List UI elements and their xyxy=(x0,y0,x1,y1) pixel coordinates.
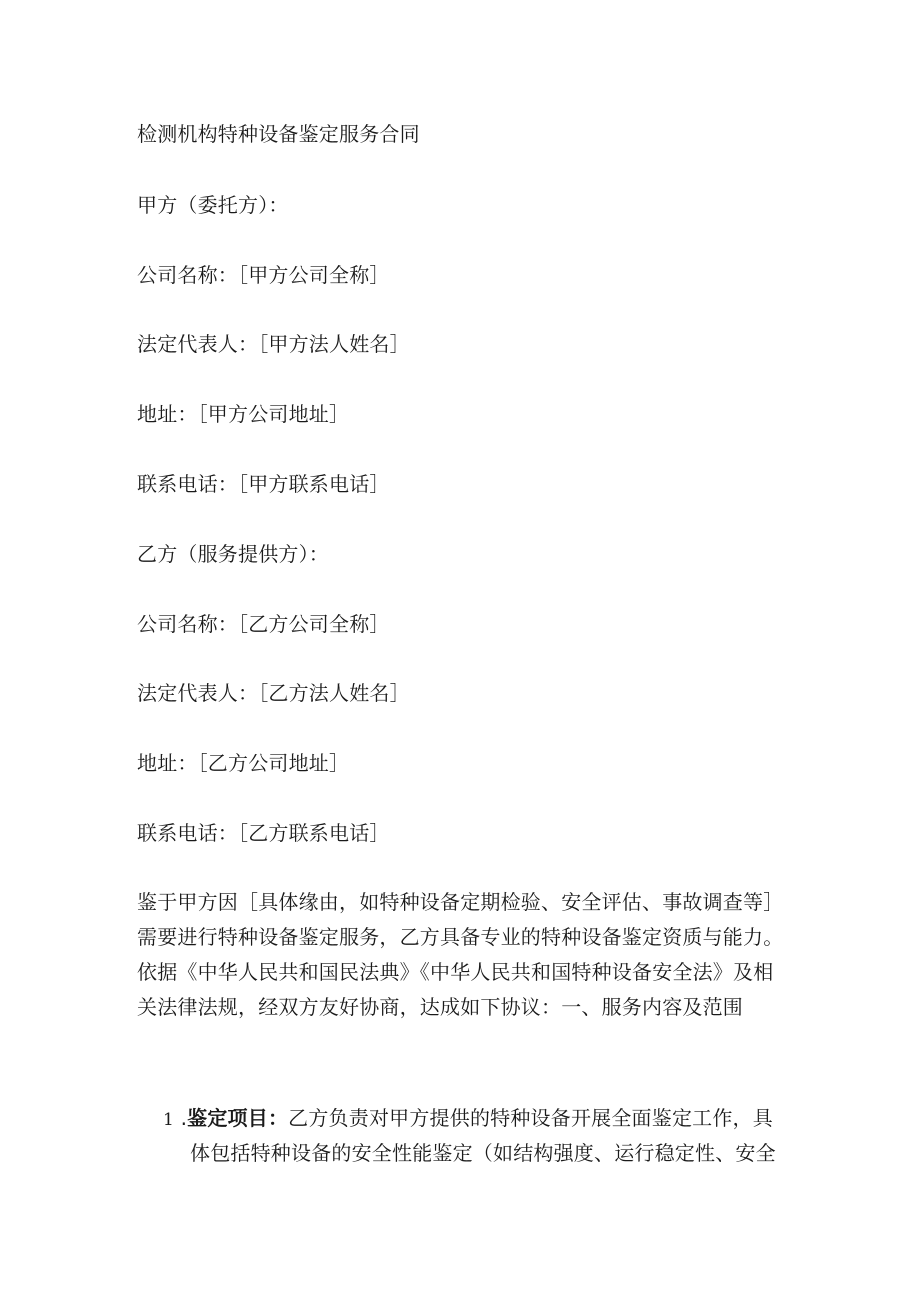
list-item-1 xyxy=(163,1102,793,1170)
party-a-address: 地址：［甲方公司地址］ xyxy=(137,402,350,426)
party-a-phone: 联系电话：［甲方联系电话］ xyxy=(137,472,390,496)
preamble-line: 依据《中华人民共和国民法典》《中华人民共和国特种设备安全法》及相 xyxy=(137,960,774,984)
preamble-line: 鉴于甲方因［具体缘由，如特种设备定期检验、安全评估、事故调查等］ xyxy=(137,890,784,914)
list-item-term: 鉴定项目： xyxy=(187,1106,289,1130)
party-b-company: 公司名称：［乙方公司全称］ xyxy=(137,612,390,636)
party-b-legal-rep: 法定代表人：［乙方法人姓名］ xyxy=(137,681,410,705)
party-b-address: 地址：［乙方公司地址］ xyxy=(137,751,350,775)
party-a-heading: 甲方（委托方）： xyxy=(137,193,289,217)
preamble-line: 关法律法规，经双方友好协商，达成如下协议：一、服务内容及范围 xyxy=(137,995,743,1019)
preamble-line: 需要进行特种设备鉴定服务，乙方具备专业的特种设备鉴定资质与能力。 xyxy=(137,925,784,949)
list-item-dot: . xyxy=(180,1106,188,1130)
preamble-paragraph xyxy=(137,885,787,1025)
list-item-text: 乙方负责对甲方提供的特种设备开展全面鉴定工作，具 xyxy=(288,1106,773,1130)
document-title: 检测机构特种设备鉴定服务合同 xyxy=(137,122,420,146)
party-a-company: 公司名称：［甲方公司全称］ xyxy=(137,263,390,287)
party-b-phone: 联系电话：［乙方联系电话］ xyxy=(137,821,390,845)
party-b-heading: 乙方（服务提供方）： xyxy=(137,542,329,566)
list-item-number: 1 xyxy=(163,1110,175,1130)
party-a-legal-rep: 法定代表人：［甲方法人姓名］ xyxy=(137,332,410,356)
list-item-text-continued: 体包括特种设备的安全性能鉴定（如结构强度、运行稳定性、安全 xyxy=(190,1141,776,1165)
